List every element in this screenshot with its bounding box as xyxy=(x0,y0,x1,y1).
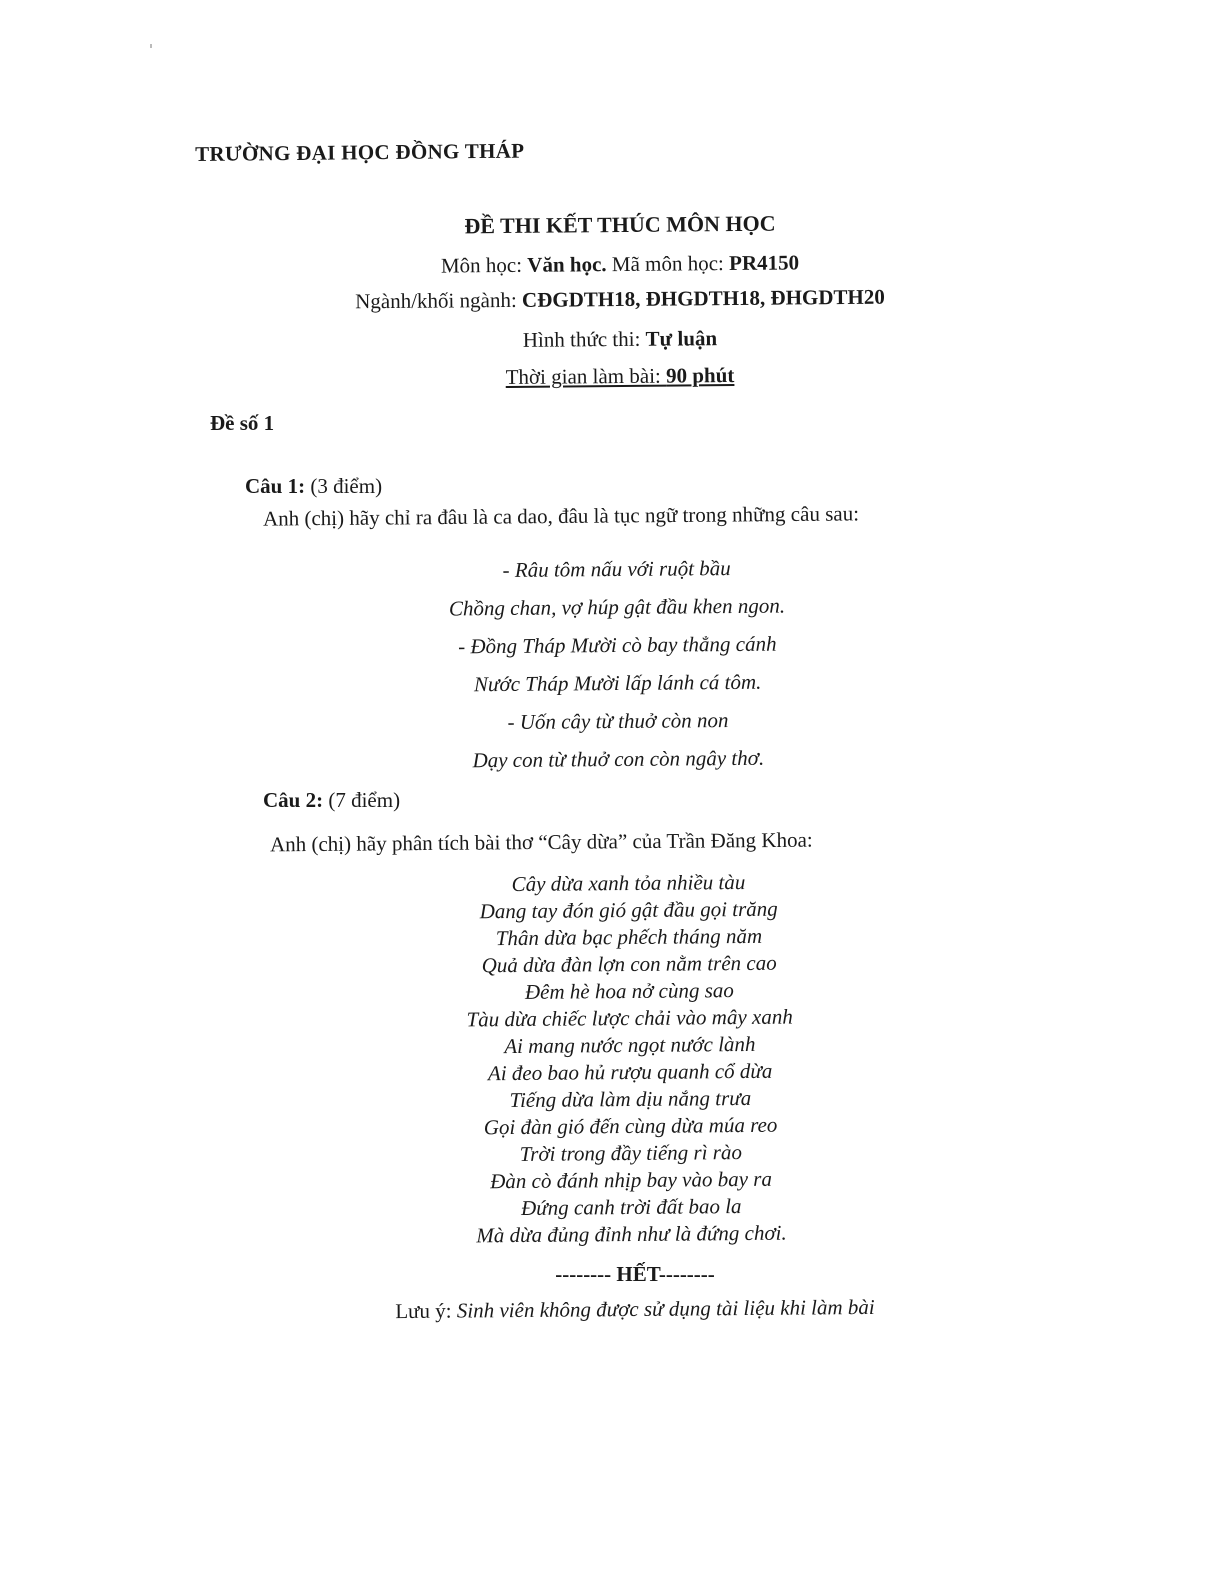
exam-variant: Đề số 1 xyxy=(210,411,275,435)
time-value: 90 phút xyxy=(665,363,735,388)
time-line xyxy=(0,359,1225,395)
verse-line: Dạy con từ thuở con còn ngây thơ. xyxy=(472,745,765,773)
subject-label: Môn học: xyxy=(440,252,528,278)
form-value: Tự luận xyxy=(645,326,718,351)
code-label: Mã môn học: xyxy=(606,251,730,277)
major-value: CĐGDTH18, ĐHGDTH18, ĐHGDTH20 xyxy=(521,284,885,312)
scan-speck xyxy=(150,44,152,48)
poem-line: Tiếng dừa làm dịu nắng trưa xyxy=(509,1085,752,1113)
verse-line: - Đồng Tháp Mười cò bay thẳng cánh xyxy=(458,631,777,659)
subject-line xyxy=(0,247,1225,283)
verse-line: Nước Tháp Mười lấp lánh cá tôm. xyxy=(473,669,762,697)
question-1-heading xyxy=(245,474,382,499)
question-2-heading xyxy=(263,788,400,813)
poem-line: Ai đeo bao hủ rượu quanh cổ dừa xyxy=(487,1058,773,1086)
time-label: Thời gian làm bài: xyxy=(505,363,667,389)
poem-line: Đứng canh trời đất bao la xyxy=(520,1194,742,1220)
poem-line: Đêm hè hoa nở cùng sao xyxy=(524,978,734,1004)
question-2-points: (7 điểm) xyxy=(323,788,401,812)
note-line xyxy=(0,1291,1225,1327)
poem-line: Dang tay đón gió gật đầu gọi trăng xyxy=(479,896,778,924)
major-label: Ngành/khối ngành: xyxy=(355,287,523,314)
question-2-label: Câu 2: xyxy=(263,788,324,812)
poem-line: Trời trong đầy tiếng rì rào xyxy=(519,1140,743,1166)
poem-line: Cây dừa xanh tỏa nhiều tàu xyxy=(511,869,746,897)
question-1-verses xyxy=(0,545,1225,784)
exam-form-line xyxy=(0,322,1225,358)
poem-line: Thân dừa bạc phếch tháng năm xyxy=(495,923,763,951)
poem-line: Gọi đàn gió đến cùng dừa múa reo xyxy=(483,1112,778,1140)
poem-line: Tàu dừa chiếc lược chải vào mây xanh xyxy=(466,1004,793,1032)
question-2-poem xyxy=(0,865,1225,1254)
end-mark: -------- HẾT-------- xyxy=(555,1262,715,1286)
verse-line: - Râu tôm nấu với ruột bầu xyxy=(502,556,731,582)
verse-line: - Uốn cây từ thuở còn non xyxy=(507,708,729,734)
verse-line: Chồng chan, vợ húp gật đầu khen ngon. xyxy=(448,593,786,621)
question-1-prompt: Anh (chị) hãy chỉ ra đâu là ca dao, đâu là tục ngữ trong những câu sau: xyxy=(262,501,860,531)
question-1-points: (3 điểm) xyxy=(305,474,383,498)
school-name: TRƯỜNG ĐẠI HỌC ĐỒNG THÁP xyxy=(195,138,525,166)
note-text: Sinh viên không được sử dụng tài liệu khi làm bài xyxy=(456,1294,875,1323)
poem-line: Ai mang nước ngọt nước lành xyxy=(504,1031,756,1059)
note-label: Lưu ý: xyxy=(395,1298,457,1324)
code-value: PR4150 xyxy=(728,250,800,276)
subject-value: Văn học. xyxy=(527,252,607,277)
poem-line: Quả dừa đàn lợn con nằm trên cao xyxy=(481,950,777,978)
question-2-prompt: Anh (chị) hãy phân tích bài thơ “Cây dừa” của Trần Đăng Khoa: xyxy=(269,827,813,857)
poem-line: Mà dừa đủng đỉnh như là đứng chơi. xyxy=(476,1220,787,1248)
form-label: Hình thức thi: xyxy=(522,326,646,352)
poem-line: Đàn cò đánh nhịp bay vào bay ra xyxy=(490,1166,773,1194)
major-line xyxy=(0,282,1225,318)
question-1-label: Câu 1: xyxy=(245,474,306,498)
exam-title: ĐỀ THI KẾT THÚC MÔN HỌC xyxy=(464,210,776,239)
